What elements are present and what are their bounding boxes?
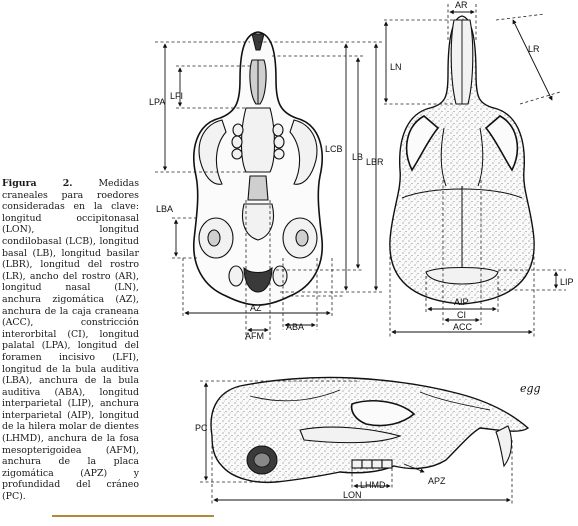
label-lbr: LBR [366,157,384,167]
label-acc: ACC [453,322,473,332]
mesopterygoid-fossa [248,176,268,200]
label-aip: AIP [454,297,469,307]
label-pc: PC [195,423,208,433]
label-ar: AR [455,0,468,10]
label-aba: ABA [286,322,305,332]
palate [242,108,275,172]
ventral-skull-view [194,32,322,305]
ventral-molar-row-right [273,124,284,159]
label-lip: LIP [560,277,574,287]
label-lcb: LCB [325,144,343,154]
label-ci: CI [457,310,466,320]
label-lfi: LFI [170,91,184,101]
lr-dimension-line [513,20,552,100]
lateral-skull-view [211,377,528,482]
label-ln: LN [390,62,402,72]
label-lb: LB [352,152,364,162]
caption-text: Medidas craneales para roedores consideradas en la clave: longitud occipitonasal (LON), longitud condilobasal (LCB), longitud basal (LB), longitud basilar (LBR), longitud del rostro (LR), ancho del rostro (AR), longitud nasal (LN), anchura zigomática (AZ), anchura de la caja craneana (ACC), constricción interorbital (CI), longitud palatal (LPA), longitud del foramen incisivo (LFI), longitud de la bula auditiva (LBA), anchura de la bula auditiva (ABA), longitud interparietal (LIP), anchura interparietal (AIP), longitud de la hilera molar de dientes (LHMD), anchura de la fosa mesopterigoidea (AFM), anchura de la placa zigomática (APZ) y profundidad del cráneo (PC). [2,178,140,503]
label-az: AZ [250,303,262,313]
label-apz: APZ [428,476,446,486]
label-lba: LBA [156,204,174,214]
label-lhmd: LHMD [360,480,386,490]
lateral-molar-row [352,460,392,468]
dorsal-skull-view [390,16,534,304]
label-lpa: LPA [149,97,166,107]
artist-signature: egg [520,382,541,395]
label-lr: LR [528,44,540,54]
label-lon: LON [343,490,362,500]
ventral-molar-row-left [232,124,243,159]
figure-label: Figura 2. [2,178,73,189]
label-afm: AFM [245,331,264,341]
lateral-incisor [496,426,511,466]
